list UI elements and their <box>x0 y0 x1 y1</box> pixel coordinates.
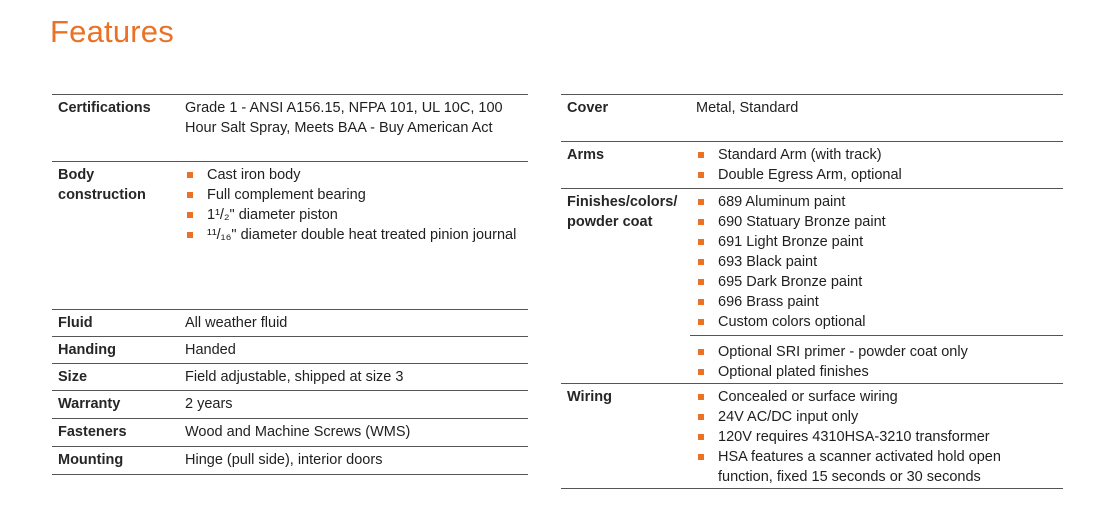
label-arms: Arms <box>567 147 605 163</box>
row-cover <box>561 94 1063 141</box>
list-item: 696 Brass paint <box>696 292 1059 312</box>
list-item: Double Egress Arm, optional <box>696 165 1059 185</box>
list-item: Custom colors optional <box>696 312 1059 332</box>
label-body-construction: Body construction <box>58 167 146 203</box>
row-warranty <box>52 390 528 418</box>
list-wiring <box>696 387 1059 487</box>
label-wiring: Wiring <box>567 389 612 405</box>
list-item: 1¹/₂" diameter piston <box>185 205 524 225</box>
label-cover: Cover <box>567 100 609 116</box>
bullet-icon <box>698 414 704 420</box>
bullet-icon <box>698 279 704 285</box>
list-item: 691 Light Bronze paint <box>696 232 1059 252</box>
list-item: Standard Arm (with track) <box>696 145 1059 165</box>
value-cover: Metal, Standard <box>696 100 799 116</box>
list-item: 689 Aluminum paint <box>696 192 1059 212</box>
bullet-icon <box>698 259 704 265</box>
list-arms <box>696 145 1059 185</box>
list-finish-options <box>696 342 1059 382</box>
row-certifications <box>52 94 528 161</box>
list-item: 690 Statuary Bronze paint <box>696 212 1059 232</box>
list-body-construction <box>185 165 524 245</box>
list-item: 120V requires 4310HSA-3210 transformer <box>696 427 1059 447</box>
bullet-icon <box>187 172 193 178</box>
value-fasteners: Wood and Machine Screws (WMS) <box>185 424 411 440</box>
list-item: 693 Black paint <box>696 252 1059 272</box>
row-size <box>52 363 528 390</box>
value-handing: Handed <box>185 342 236 358</box>
list-item: Concealed or surface wiring <box>696 387 1059 407</box>
row-wiring <box>561 383 1063 489</box>
row-fluid <box>52 309 528 336</box>
label-handing: Handing <box>58 342 116 358</box>
value-fluid: All weather fluid <box>185 315 288 331</box>
list-item: ¹¹/₁₆" diameter double heat treated pinion journal <box>185 225 524 245</box>
bullet-icon <box>698 299 704 305</box>
bullet-icon <box>698 319 704 325</box>
features-table-left <box>52 94 528 475</box>
bullet-icon <box>698 454 704 460</box>
label-mounting: Mounting <box>58 452 124 468</box>
label-fluid: Fluid <box>58 315 93 331</box>
list-item: 695 Dark Bronze paint <box>696 272 1059 292</box>
bullet-icon <box>187 192 193 198</box>
bullet-icon <box>698 394 704 400</box>
list-item: HSA features a scanner activated hold open function, fixed 15 seconds or 30 seconds <box>696 447 1059 487</box>
bullet-icon <box>698 349 704 355</box>
label-fasteners: Fasteners <box>58 424 127 440</box>
row-body-construction <box>52 161 528 309</box>
value-mounting: Hinge (pull side), interior doors <box>185 452 383 468</box>
label-size: Size <box>58 369 88 385</box>
value-size: Field adjustable, shipped at size 3 <box>185 369 404 385</box>
row-fasteners <box>52 418 528 446</box>
row-arms <box>561 141 1063 188</box>
list-finishes <box>696 192 1059 332</box>
label-warranty: Warranty <box>58 396 121 412</box>
row-finishes <box>561 188 1063 383</box>
label-finishes: Finishes/colors/ powder coat <box>567 194 678 230</box>
list-item: 24V AC/DC input only <box>696 407 1059 427</box>
list-item: Cast iron body <box>185 165 524 185</box>
bullet-icon <box>698 152 704 158</box>
bullet-icon <box>187 212 193 218</box>
bullet-icon <box>698 219 704 225</box>
bullet-icon <box>698 434 704 440</box>
page-title: Features <box>50 14 174 49</box>
options-divider <box>690 335 1063 336</box>
bullet-icon <box>698 239 704 245</box>
bullet-icon <box>187 232 193 238</box>
row-mounting <box>52 446 528 475</box>
bullet-icon <box>698 369 704 375</box>
features-table-right <box>561 94 1063 489</box>
list-item: Optional plated finishes <box>696 362 1059 382</box>
label-certifications: Certifications <box>58 100 151 116</box>
row-handing <box>52 336 528 363</box>
value-warranty: 2 years <box>185 396 233 412</box>
list-item: Optional SRI primer - powder coat only <box>696 342 1059 362</box>
bullet-icon <box>698 172 704 178</box>
bullet-icon <box>698 199 704 205</box>
value-certifications: Grade 1 - ANSI A156.15, NFPA 101, UL 10C, 100 Hour Salt Spray, Meets BAA - Buy American Act <box>185 100 503 136</box>
list-item: Full complement bearing <box>185 185 524 205</box>
